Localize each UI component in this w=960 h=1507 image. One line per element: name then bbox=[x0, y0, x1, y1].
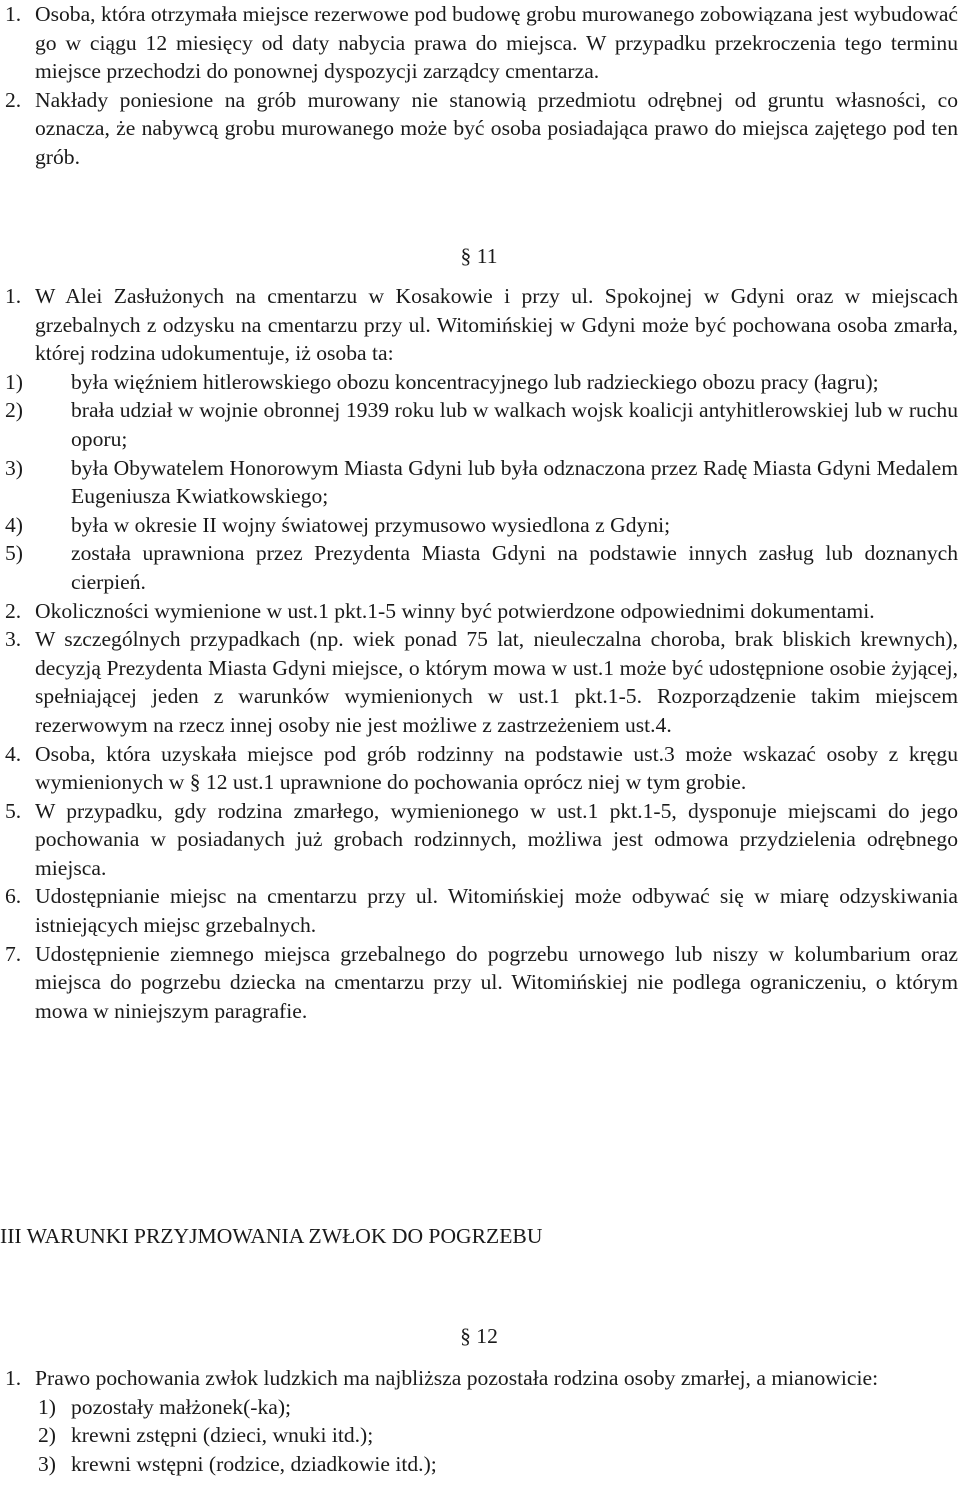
sub-item-text: krewni zstępni (dzieci, wnuki itd.); bbox=[71, 1423, 374, 1448]
section-11-body bbox=[0, 282, 958, 1025]
section-mark-11: § 11 bbox=[460, 244, 498, 268]
list-item bbox=[0, 625, 958, 739]
item-text: Prawo pochowania zwłok ludzkich ma najbliższa pozostała rodzina osoby zmarłej, a mianowicie: bbox=[35, 1366, 879, 1390]
item-number: 2. bbox=[5, 87, 22, 112]
sub-item-number: 3) bbox=[38, 1451, 56, 1476]
item-number: 4. bbox=[5, 741, 22, 766]
item-number: 5. bbox=[5, 798, 22, 823]
list-item bbox=[0, 0, 958, 86]
item-text: Udostępnienie ziemnego miejsca grzebalnego do pogrzebu urnowego lub niszy w kolumbarium oraz miejsca do pogrzebu dziecka na cmentarzu przy ul. Witomińskiej nie podlega ograniczeniu, o którym mowa w niniejszym paragrafie. bbox=[35, 941, 958, 1023]
sub-item-number: 1) bbox=[38, 1394, 56, 1419]
sub-item-text: krewni wstępni (rodzice, dziadkowie itd.); bbox=[71, 1451, 437, 1476]
item-number: 6. bbox=[5, 884, 22, 909]
item-text: W szczególnych przypadkach (np. wiek ponad 75 lat, nieuleczalna choroba, brak bliskich krewnych), decyzją Prezydenta Miasta Gdyni miejsce, o którym mowa w ust.1 może być udostępnione osobie żyjącej, spełniającej jeden z warunków wymienionych w ust.1 pkt.1-5. Rozporządzenie takim miejscem rezerwowym na rzecz innej osoby nie jest możliwe z zastrzeżeniem ust.4. bbox=[35, 627, 958, 737]
sub-item-number: 2) bbox=[38, 1423, 56, 1448]
item-number: 7. bbox=[5, 941, 22, 966]
list-item bbox=[0, 882, 958, 939]
sub-list-item bbox=[0, 1450, 958, 1479]
section-12-body bbox=[0, 1364, 958, 1478]
list-item bbox=[0, 1364, 958, 1393]
list-item bbox=[0, 940, 958, 1026]
item-number: 1. bbox=[5, 284, 22, 308]
sub-list-item bbox=[0, 454, 958, 511]
item-text: Udostępnianie miejsc na cmentarzu przy ul. Witomińskiej może odbywać się w miarę odzyskiwania istniejących miejsc grzebalnych. bbox=[35, 884, 958, 938]
item-text: Okoliczności wymienione w ust.1 pkt.1-5 winny być potwierdzone odpowiednimi dokumentami. bbox=[35, 598, 875, 623]
chapter-heading: III WARUNKI PRZYJMOWANIA ZWŁOK DO POGRZEBU bbox=[0, 1224, 543, 1248]
sub-item-text: brała udział w wojnie obronnej 1939 roku lub w walkach wojsk koalicji antyhitlerowskiej lub w ruchu oporu; bbox=[71, 398, 958, 451]
item-number: 1. bbox=[5, 1366, 22, 1390]
sub-list-item bbox=[0, 539, 958, 596]
section-mark-12: § 12 bbox=[460, 1324, 498, 1348]
sub-item-text: była w okresie II wojny światowej przymusowo wysiedlona z Gdyni; bbox=[71, 512, 671, 537]
sub-list-item bbox=[0, 1421, 958, 1450]
sub-item-text: została uprawniona przez Prezydenta Miasta Gdyni na podstawie innych zasług lub doznanych cierpień. bbox=[71, 541, 958, 594]
item-text: Osoba, która otrzymała miejsce rezerwowe pod budowę grobu murowanego zobowiązana jest wybudować go w ciągu 12 miesięcy od daty nabycia prawa do miejsca. W przypadku przekroczenia tego terminu miejsce przechodzi do ponownej dyspozycji zarządcy cmentarza. bbox=[35, 2, 958, 84]
sub-item-number: 3) bbox=[5, 455, 23, 480]
list-item bbox=[0, 740, 958, 797]
sub-item-text: była więźniem hitlerowskiego obozu koncentracyjnego lub radzieckiego obozu pracy (łagru); bbox=[71, 369, 879, 394]
list-item bbox=[0, 282, 958, 368]
item-text: W Alei Zasłużonych na cmentarzu w Kosakowie i przy ul. Spokojnej w Gdyni oraz w miejscach grzebalnych z odzysku na cmentarzu przy ul. Witomińskiej w Gdyni może być pochowana osoba zmarła, której rodzina udokumentuje, iż osoba ta: bbox=[35, 284, 958, 366]
sub-list-item bbox=[0, 396, 958, 453]
list-item bbox=[0, 797, 958, 883]
item-number: 3. bbox=[5, 627, 22, 652]
item-text: Osoba, która uzyskała miejsce pod grób rodzinny na podstawie ust.3 może wskazać osoby z kręgu wymienionych w § 12 ust.1 uprawnione do pochowania oprócz niej w tym grobie. bbox=[35, 741, 958, 795]
list-item bbox=[0, 86, 958, 172]
sub-item-text: była Obywatelem Honorowym Miasta Gdyni lub była odznaczona przez Radę Miasta Gdyni Medalem Eugeniusza Kwiatkowskiego; bbox=[71, 455, 958, 509]
item-number: 1. bbox=[5, 2, 22, 26]
sub-item-number: 2) bbox=[5, 398, 23, 423]
sub-item-text: pozostały małżonek(-ka); bbox=[71, 1394, 292, 1419]
item-text: Nakłady poniesione na grób murowany nie stanowią przedmiotu odrębnej od gruntu własności, co oznacza, że nabywcą grobu murowanego może być osoba posiadająca prawo do miejsca zajętego pod ten grób. bbox=[35, 87, 958, 169]
sub-list-item bbox=[0, 368, 958, 397]
item-text: W przypadku, gdy rodzina zmarłego, wymienionego w ust.1 pkt.1-5, dysponuje miejscami do jego pochowania w posiadanych już grobach rodzinnych, możliwa jest odmowa przydzielenia odrębnego miejsca. bbox=[35, 798, 958, 880]
sub-list-item bbox=[0, 511, 958, 540]
item-number: 2. bbox=[5, 598, 22, 623]
sub-item-number: 1) bbox=[5, 369, 23, 394]
top-items bbox=[0, 0, 958, 172]
sub-item-number: 5) bbox=[5, 541, 23, 566]
sub-item-number: 4) bbox=[5, 512, 23, 537]
list-item bbox=[0, 597, 958, 626]
sub-list-item bbox=[0, 1393, 958, 1422]
